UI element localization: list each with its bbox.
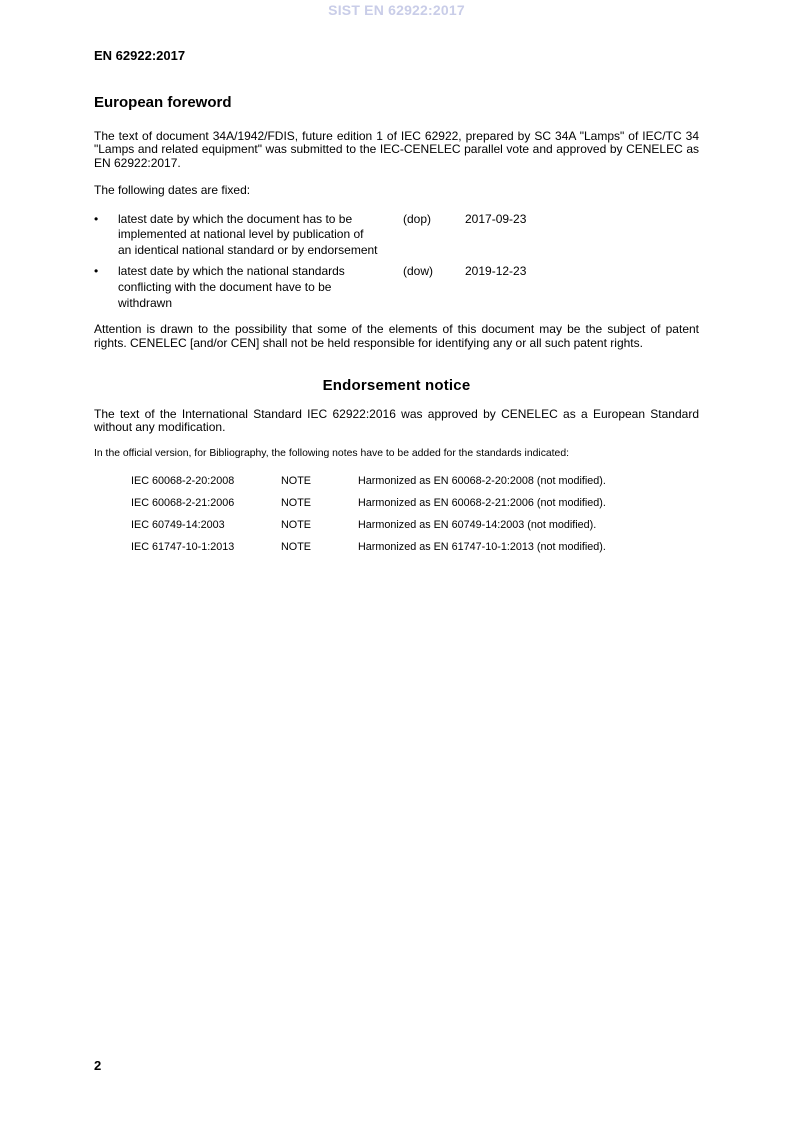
dates-list	[94, 212, 699, 312]
document-id: EN 62922:2017	[94, 48, 186, 63]
harmonization-text: Harmonized as EN 61747-10-1:2013 (not modified).	[358, 540, 606, 553]
foreword-heading: European foreword	[94, 94, 232, 111]
harmonization-text: Harmonized as EN 60749-14:2003 (not modified).	[358, 518, 597, 531]
date-value: 2017-09-23	[465, 211, 527, 226]
table-row	[131, 514, 606, 536]
bibliography-intro: In the official version, for Bibliography, the following notes have to be added for the standards indicated:	[94, 447, 569, 459]
page-number: 2	[94, 1058, 102, 1073]
bibliography-notes-table	[131, 470, 606, 558]
page-content	[94, 93, 699, 558]
standard-reference: IEC 60068-2-21:2006	[131, 496, 235, 509]
note-label: NOTE	[281, 518, 311, 531]
harmonization-text: Harmonized as EN 60068-2-20:2008 (not modified).	[358, 474, 606, 487]
note-label: NOTE	[281, 540, 311, 553]
endorsement-heading: Endorsement notice	[322, 377, 471, 394]
attention-paragraph: Attention is drawn to the possibility that some of the elements of this document may be the subject of patent rights. CENELEC [and/or CEN] shall not be held responsible for identifying any or all such patent rights.	[94, 322, 699, 350]
watermark: SIST EN 62922:2017	[328, 2, 465, 18]
note-label: NOTE	[281, 474, 311, 487]
date-abbreviation: (dop)	[403, 211, 432, 226]
list-item	[94, 264, 699, 311]
table-row	[131, 536, 606, 558]
harmonization-text: Harmonized as EN 60068-2-21:2006 (not modified).	[358, 496, 606, 509]
foreword-intro: The text of document 34A/1942/FDIS, future edition 1 of IEC 62922, prepared by SC 34A "Lamps" of IEC/TC 34 "Lamps and related equipment" was submitted to the IEC-CENELEC parallel vote and approved by CENELEC as EN 62922:2017.	[94, 129, 699, 170]
dates-intro: The following dates are fixed:	[94, 183, 251, 198]
bullet: •	[94, 211, 99, 226]
table-row	[131, 470, 606, 492]
table-row	[131, 492, 606, 514]
note-label: NOTE	[281, 496, 311, 509]
date-description: latest date by which the national standards conflicting with the document have to be withdrawn	[118, 264, 345, 310]
standard-reference: IEC 60068-2-20:2008	[131, 474, 235, 487]
date-value: 2019-12-23	[465, 264, 527, 279]
standard-reference: IEC 61747-10-1:2013	[131, 540, 235, 553]
endorsement-text: The text of the International Standard IEC 62922:2016 was approved by CENELEC as a European Standard without any modification.	[94, 407, 699, 435]
standard-reference: IEC 60749-14:2003	[131, 518, 225, 531]
date-description: latest date by which the document has to be implemented at national level by publication of an identical national standard or by endorsement	[118, 211, 378, 257]
date-abbreviation: (dow)	[403, 264, 434, 279]
bullet: •	[94, 264, 99, 279]
list-item	[94, 212, 699, 259]
